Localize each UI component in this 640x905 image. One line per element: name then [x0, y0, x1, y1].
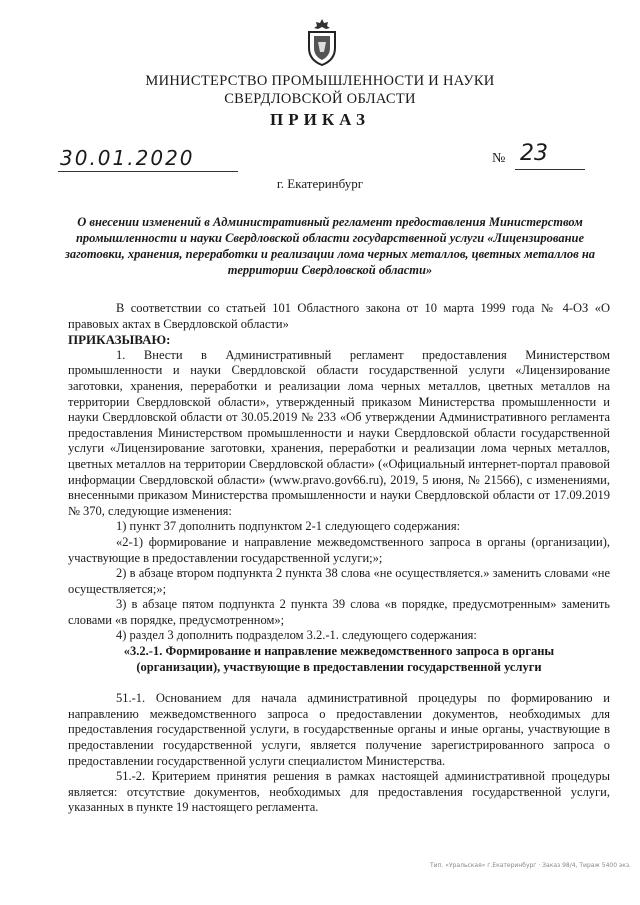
paragraph-51-1: 51.-1. Основанием для начала административной процедуры по формированию и направлению межведомственного запроса о предоставлении документов, необходимых для предоставления государственной услуги, в государственные органы и иные органы, участвующие в предоставлении государственной услуги, является получение зарегистрированного запроса о предоставлении государственной услуги специалистом Министерства. — [68, 691, 610, 768]
subsection-heading: «3.2.-1. Формирование и направление межведомственного запроса в органы (организации), участвующие в предоставлении государственной услуги — [123, 644, 555, 674]
print-footer: Тип. «Уральская» г.Екатеринбург · Заказ 98/4, Тираж 5400 экз. — [430, 862, 631, 869]
number-underline — [515, 169, 585, 170]
paragraph-51-2: 51.-2. Критерием принятия решения в рамках настоящей административной процедуры является: отсутствие документов, необходимых для предоставления государственной услуги, указанных в пункте 19 настоящего регламента. — [68, 769, 610, 815]
date-underline — [58, 171, 238, 172]
change-item-1-text: «2-1) формирование и направление межведомственного запроса в органы (организации), участвующие в предоставлении государственной услуги;»; — [68, 534, 610, 565]
order-keyword: ПРИКАЗЫВАЮ: — [68, 332, 171, 348]
document-body — [68, 301, 610, 816]
item-1: 1. Внести в Административный регламент предоставления Министерством промышленности и науки Свердловской области государственной услуги «Лицензирование заготовки, хранения, переработки и реализации лома черных металлов, цветных металлов на территории Свердловской области», утвержденный приказом Министерства промышленности и науки Свердловской области от 30.05.2019 № 233 «Об утверждении Административного регламента предоставления Министерством промышленности и науки Свердловской области государственной услуги «Лицензирование заготовки, хранения, переработки и реализации лома черных металлов, цветных металлов на территории Свердловской области» («Официальный интернет-портал правовой информации Свердловской области» (www.pravo.gov66.ru), 2019, 5 июня, № 21566), с изменениями, внесенными приказом Министерства промышленности и науки Свердловской области от 17.09.2019 № 370, следующие изменения: — [68, 347, 610, 518]
ministry-name-line2: СВЕРДЛОВСКОЙ ОБЛАСТИ — [224, 91, 416, 107]
order-number: 23 — [520, 141, 548, 166]
coat-of-arms-icon — [303, 18, 341, 66]
city: г. Екатеринбург — [276, 176, 364, 191]
change-item-2: 2) в абзаце втором подпункта 2 пункта 38 слова «не осуществляется.» заменить словами «не осуществляется;»; — [68, 566, 610, 596]
preamble: В соответствии со статьей 101 Областного закона от 10 марта 1999 года № 4-ОЗ «О правовых актах в Свердловской области» — [68, 301, 610, 331]
number-sign: № — [492, 151, 506, 166]
document-title: О внесении изменений в Административный регламент предоставления Министерством промышленности и науки Свердловской области государственной услуги «Лицензирование заготовки, хранения, переработки и реализации лома черных металлов, цветных металлов на территории Свердловской области» — [64, 215, 596, 277]
document-type: ПРИКАЗ — [270, 110, 370, 129]
change-item-1: 1) пункт 37 дополнить подпунктом 2-1 следующего содержания: — [116, 519, 461, 534]
change-item-4: 4) раздел 3 дополнить подразделом 3.2.-1. следующего содержания: — [116, 628, 477, 643]
ministry-name-line1: МИНИСТЕРСТВО ПРОМЫШЛЕННОСТИ И НАУКИ — [145, 73, 495, 89]
change-item-3: 3) в абзаце пятом подпункта 2 пункта 39 слова «в порядке, предусмотренным» заменить словами «в порядке, предусмотренном»; — [68, 597, 610, 627]
order-date: 30.01.2020 — [60, 146, 195, 170]
